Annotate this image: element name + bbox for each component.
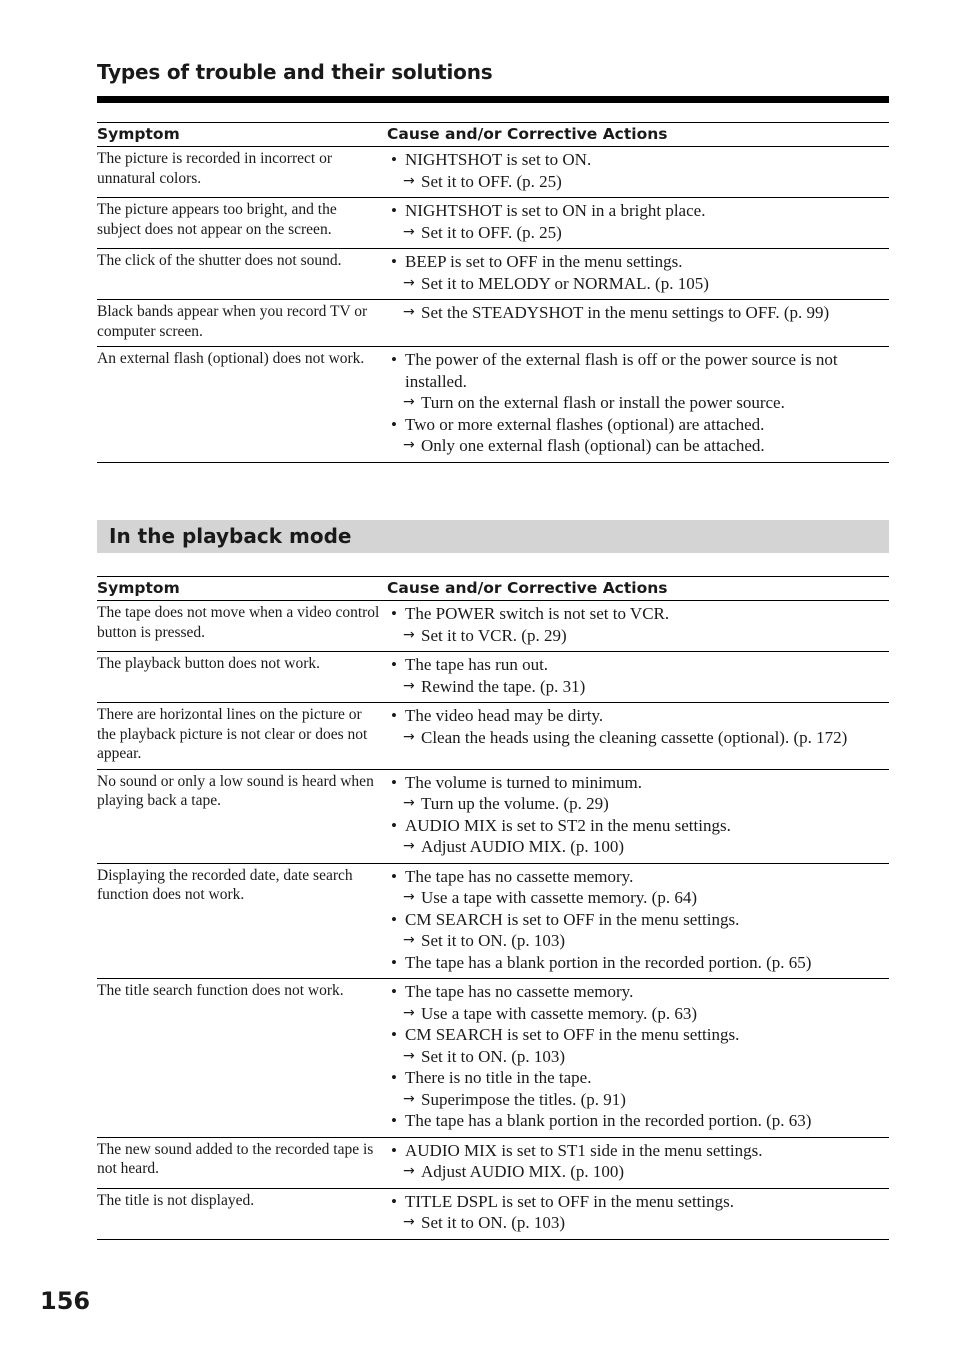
action-text: Use a tape with cassette memory. (p. 63) [421,1003,698,1023]
arrow-right-icon: → [403,626,415,643]
arrow-right-icon: → [403,677,415,694]
corrective-action [387,222,889,244]
symptom-cell: There are horizontal lines on the picture or the playback picture is not clear or does not appear. [97,703,387,770]
action-text: The tape has run out. [405,655,549,674]
action-text: Set it to VCR. (p. 29) [421,625,567,645]
section-title: In the playback mode [109,524,352,548]
section-heading-band [97,520,889,553]
corrective-action [387,1161,889,1183]
cause-item [387,705,889,727]
table-body [97,601,889,1240]
table-row [97,863,889,979]
table-row [97,198,889,249]
trouble-table-playback [97,576,889,1240]
symptom-cell: The click of the shutter does not sound. [97,249,387,300]
corrective-action [387,302,889,324]
symptom-cell: The picture appears too bright, and the subject does not appear on the screen. [97,198,387,249]
cause-cell [387,703,889,770]
table-row [97,347,889,463]
action-text: Set the STEADYSHOT in the menu settings to OFF. (p. 99) [421,303,830,322]
table-header-row [97,123,889,147]
cause-cell [387,979,889,1138]
action-text: Set it to ON. (p. 103) [421,1046,566,1066]
trouble-table-recording [97,122,889,463]
symptom-cell: The title search function does not work. [97,979,387,1138]
cause-cell [387,347,889,463]
action-text: Only one external flash (optional) can be attached. [421,436,765,455]
action-text: Turn up the volume. (p. 29) [421,794,609,813]
cause-item [387,1191,889,1213]
action-text: BEEP is set to OFF in the menu settings. [405,252,683,271]
cause-cell [387,1137,889,1188]
cause-cell [387,249,889,300]
action-text: AUDIO MIX is set to ST2 in the menu settings. [405,815,731,835]
action-text: Superimpose the titles. (p. 91) [421,1089,626,1109]
cause-item [387,866,889,888]
cause-header: Cause and/or Corrective Actions [387,577,889,601]
page-title: Types of trouble and their solutions [97,60,493,84]
action-text: Set it to ON. (p. 103) [421,931,566,950]
cause-item [387,200,889,222]
cause-item [387,603,889,625]
cause-item [387,1067,889,1089]
cause-item [387,772,889,794]
symptom-header: Symptom [97,577,387,601]
cause-item [387,1140,889,1162]
action-text: The tape has no cassette memory. [405,866,634,886]
action-text: TITLE DSPL is set to OFF in the menu settings. [405,1191,734,1211]
symptom-header: Symptom [97,123,387,147]
symptom-cell: The picture is recorded in incorrect or unnatural colors. [97,147,387,198]
corrective-action [387,793,889,815]
cause-cell [387,652,889,703]
corrective-action [387,1046,889,1068]
arrow-right-icon: → [403,932,415,948]
action-text: Adjust AUDIO MIX. (p. 100) [421,837,625,856]
cause-item [387,1024,889,1046]
corrective-action [387,171,889,193]
table-row [97,147,889,198]
action-text: The POWER switch is not set to VCR. [405,604,670,623]
arrow-right-icon: → [403,304,415,320]
action-text: The power of the external flash is off or the power source is not installed. [405,350,838,391]
cause-cell [387,863,889,979]
action-text: Set it to OFF. (p. 25) [421,222,562,242]
symptom-cell: Displaying the recorded date, date search function does not work. [97,863,387,979]
cause-item [387,654,889,676]
symptom-cell: The title is not displayed. [97,1188,387,1239]
table-row [97,703,889,770]
cause-item [387,952,889,974]
action-text: Clean the heads using the cleaning cassette (optional). (p. 172) [421,727,848,747]
cause-cell [387,147,889,198]
table-row [97,1137,889,1188]
page-number: 156 [40,1287,91,1315]
table-row [97,601,889,652]
arrow-right-icon: → [403,394,415,410]
symptom-cell: The new sound added to the recorded tape is not heard. [97,1137,387,1188]
symptom-cell: The tape does not move when a video control button is pressed. [97,601,387,652]
arrow-right-icon: → [403,1163,415,1179]
cause-cell [387,601,889,652]
corrective-action [387,625,889,647]
corrective-action [387,1089,889,1111]
corrective-action [387,1003,889,1025]
table-body [97,147,889,463]
arrow-right-icon: → [403,274,415,291]
action-text: Use a tape with cassette memory. (p. 64) [421,888,698,907]
arrow-right-icon: → [403,728,415,745]
arrow-right-icon: → [403,838,415,854]
arrow-right-icon: → [403,437,415,453]
cause-item [387,251,889,273]
action-text: CM SEARCH is set to OFF in the menu settings. [405,909,740,929]
corrective-action [387,930,889,952]
action-text: The tape has no cassette memory. [405,982,634,1001]
table-row [97,652,889,703]
cause-item [387,909,889,931]
table-row [97,249,889,300]
action-text: There is no title in the tape. [405,1068,592,1087]
corrective-action [387,676,889,698]
corrective-action [387,435,889,457]
action-text: The volume is turned to minimum. [405,772,643,792]
cause-item [387,981,889,1003]
arrow-right-icon: → [403,1214,415,1230]
table-row [97,300,889,347]
symptom-cell: Black bands appear when you record TV or computer screen. [97,300,387,347]
arrow-right-icon: → [403,172,415,189]
corrective-action [387,887,889,909]
action-text: NIGHTSHOT is set to ON. [405,150,592,169]
corrective-action [387,1212,889,1234]
table-header-row [97,577,889,601]
table-row [97,979,889,1138]
action-text: Adjust AUDIO MIX. (p. 100) [421,1162,625,1181]
cause-item [387,815,889,837]
cause-cell [387,769,889,863]
cause-item [387,349,889,392]
symptom-cell: No sound or only a low sound is heard when playing back a tape. [97,769,387,863]
action-text: Set it to OFF. (p. 25) [421,171,562,191]
action-text: Turn on the external flash or install the power source. [421,393,785,412]
arrow-right-icon: → [403,1047,415,1064]
action-text: CM SEARCH is set to OFF in the menu settings. [405,1025,740,1044]
arrow-right-icon: → [403,223,415,240]
symptom-cell: An external flash (optional) does not work. [97,347,387,463]
action-text: AUDIO MIX is set to ST1 side in the menu settings. [405,1140,763,1160]
symptom-cell: The playback button does not work. [97,652,387,703]
table-row [97,1188,889,1239]
arrow-right-icon: → [403,889,415,905]
arrow-right-icon: → [403,795,415,811]
corrective-action [387,273,889,295]
table-row [97,769,889,863]
corrective-action [387,727,889,749]
corrective-action [387,836,889,858]
arrow-right-icon: → [403,1090,415,1107]
action-text: Two or more external flashes (optional) are attached. [405,414,765,434]
action-text: Rewind the tape. (p. 31) [421,676,586,696]
action-text: Set it to MELODY or NORMAL. (p. 105) [421,273,709,293]
title-rule [97,96,889,103]
cause-cell [387,300,889,347]
cause-item [387,414,889,436]
action-text: The tape has a blank portion in the recorded portion. (p. 65) [405,952,812,972]
action-text: The tape has a blank portion in the recorded portion. (p. 63) [405,1111,812,1130]
arrow-right-icon: → [403,1004,415,1021]
action-text: NIGHTSHOT is set to ON in a bright place. [405,201,706,220]
cause-item [387,1110,889,1132]
action-text: Set it to ON. (p. 103) [421,1213,566,1232]
cause-cell [387,1188,889,1239]
cause-header: Cause and/or Corrective Actions [387,123,889,147]
cause-item [387,149,889,171]
action-text: The video head may be dirty. [405,706,604,725]
corrective-action [387,392,889,414]
cause-cell [387,198,889,249]
